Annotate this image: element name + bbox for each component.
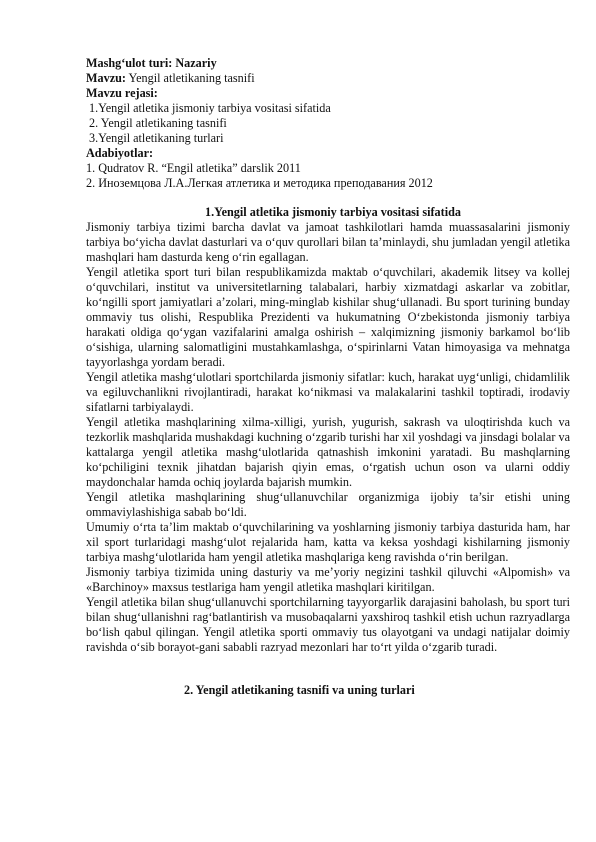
topic-value: Yengil atletikaning tasnifi bbox=[128, 71, 255, 85]
literature-item: 2. Иноземцова Л.А.Легкая атлетика и методика преподавания 2012 bbox=[86, 176, 433, 190]
plan-item: 1.Yengil atletika jismoniy tarbiya vositasi sifatida bbox=[89, 101, 331, 115]
body-paragraph: Yengil atletika mashqlarining shug‘ullanuvchilar organizmiga ijobiy ta’sir etishi uning ommaviylashishiga sabab bo‘ldi. bbox=[86, 490, 570, 519]
section-heading: 2. Yengil atletikaning tasnifi va uning turlari bbox=[184, 683, 415, 697]
body-paragraph: Yengil atletika bilan shug‘ullanuvchi sportchilarning tayyorgarlik darajasini baholash, bu sport turi bilan shug‘ullanishni rag‘batlantirish va musobaqalarni yaxshiroq tashkil etish uchun razryadlarga bo‘lish qabul qilingan. Yengil atletika sporti ommaviy tus olayotgani va undagi natijalar doimiy ravishda o‘sib borayot-gani sababli razryad mezonlari har to‘rt yilda o‘zgarib turadi. bbox=[86, 595, 570, 654]
literature-item: 1. Qudratov R. “Engil atletika” darslik 2011 bbox=[86, 161, 301, 175]
literature-label: Adabiyotlar: bbox=[86, 146, 154, 160]
lesson-type-value: Nazariy bbox=[175, 56, 217, 70]
body-paragraph: Yengil atletika mashg‘ulotlari sportchilarda jismoniy sifatlar: kuch, harakat uyg‘unligi, chidamlilik va egiluvchanlikni rivojlantiradi, harakat ko‘nikmasi va malakalarini tashkil toptiradi, irodaviy sifatlarni tarbiyalaydi. bbox=[86, 370, 570, 414]
body-paragraph: Jismoniy tarbiya tizimida uning dasturiy va me’yoriy negizini tashkil qiluvchi «Alpomish» va «Barchinoy» maxsus testlariga ham yengil atletika mashqlari kiritilgan. bbox=[86, 565, 570, 594]
document-content bbox=[86, 56, 570, 698]
plan-item: 2. Yengil atletikaning tasnifi bbox=[89, 116, 227, 130]
body-paragraph: Umumiy o‘rta ta’lim maktab o‘quvchilarining va yoshlarning jismoniy tarbiya dasturida ham, har xil sport turlaridagi mashg‘ulot rejalarida ham, katta va keksa yoshdagi kishilarning jismoniy tarbiya mashg‘ulotlarida ham yengil atletika mashqlariga keng ravishda o‘rin berilgan. bbox=[86, 520, 570, 564]
topic-label: Mavzu: bbox=[86, 71, 126, 85]
lesson-type-line bbox=[86, 56, 570, 71]
lesson-type-label: Mashg‘ulot turi: bbox=[86, 56, 173, 70]
body-paragraph: Jismoniy tarbiya tizimi barcha davlat va jamoat tashkilotlari hamda muassasalarini jismoniy tarbiya bo‘yicha davlat dasturlari va o‘quv qurollari bilan ta’minlaydi, shu jumladan yengil atletika mashqlari ham dasturda keng o‘rin egallagan. bbox=[86, 220, 570, 264]
section-heading: 1.Yengil atletika jismoniy tarbiya vositasi sifatida bbox=[205, 205, 461, 219]
plan-label: Mavzu rejasi: bbox=[86, 86, 158, 100]
body-paragraph: Yengil atletika mashqlarining xilma-xilligi, yurish, yugurish, sakrash va uloqtirishda kuch va tezkorlik mashqlarida mushakdagi kuchning o‘zgarib turishi har xil yoshdagi va jinsdagi bolalar va kattalarga yengil atletika mashg‘ulotlarida qatnashish imkonini yaratadi. Bu mashqlarning ko‘pchiligini texnik jihatdan bajarish qiyin emas, o‘rgatish uchun oson va ularni oddiy maydonchalar hamda ochiq joylarda bajarish mumkin. bbox=[86, 415, 570, 489]
topic-line bbox=[86, 71, 570, 86]
body-paragraph: Yengil atletika sport turi bilan respublikamizda maktab o‘quvchilari, akademik litsey va kollej o‘quvchilari, institut va universitetlarning talabalari, harbiy xizmatdagi askarlar va zobitlar, ko‘ngilli sport jamiyatlari a’zolari, ming-minglab kishilar shug‘ullanadi. Bu sport turining bunday ommaviy tus olishi, Respublika Prezidenti va hukumatning O‘zbekistonda jismoniy tarbiya harakati oldiga qo‘ygan vazifalarini amalga oshirish – xalqimizning jismoniy barkamol bo‘lib o‘sishiga, ularning salomatligini mustahkamlashga, o‘spirinlarni Vatan himoyasiga va mehnatga tayyorlashga yordam beradi. bbox=[86, 265, 570, 369]
plan-item: 3.Yengil atletikaning turlari bbox=[89, 131, 224, 145]
